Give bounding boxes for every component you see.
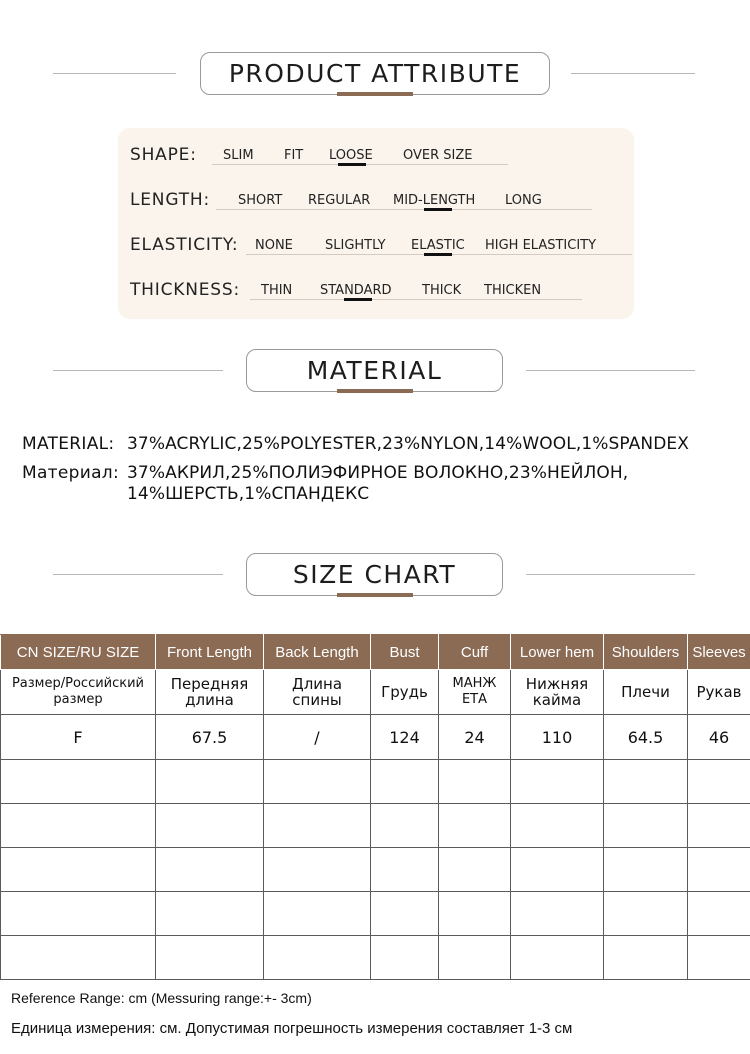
attribute-option: MID-LENGTH bbox=[393, 193, 476, 208]
attribute-option: OVER SIZE bbox=[403, 148, 473, 163]
table-cell-empty bbox=[371, 760, 439, 804]
ru-header-line: МАНЖ bbox=[452, 676, 497, 691]
selected-underline bbox=[344, 298, 372, 301]
table-cell-empty bbox=[1, 760, 156, 804]
ru-header-line: спины bbox=[292, 691, 342, 709]
selected-underline bbox=[424, 253, 452, 256]
ru-header-line: ЕТА bbox=[461, 692, 488, 707]
table-cell-empty bbox=[688, 760, 750, 804]
table-ru-header-row bbox=[1, 670, 750, 715]
ru-header-line: длина bbox=[185, 691, 234, 709]
table-ru-header-cell bbox=[439, 670, 511, 715]
attribute-option: SHORT bbox=[238, 193, 283, 208]
table-cell-empty bbox=[371, 892, 439, 936]
ru-header-line: Нижняя bbox=[525, 675, 589, 693]
table-cell-empty bbox=[511, 936, 604, 980]
table-cell-empty bbox=[511, 848, 604, 892]
table-row-empty bbox=[1, 760, 750, 804]
table-cell-empty bbox=[439, 848, 511, 892]
table-ru-header-cell bbox=[604, 670, 688, 715]
table-cell-empty bbox=[371, 804, 439, 848]
table-cell-empty bbox=[439, 804, 511, 848]
table-cell: 24 bbox=[439, 715, 511, 760]
table-cell-empty bbox=[156, 760, 264, 804]
attribute-option: HIGH ELASTICITY bbox=[485, 238, 597, 253]
attribute-option: NONE bbox=[255, 238, 293, 253]
material-label-ru: Материал: bbox=[22, 463, 119, 483]
attribute-row bbox=[130, 273, 630, 303]
attribute-option: ELASTIC bbox=[411, 238, 465, 253]
table-header-cell: Bust bbox=[371, 635, 439, 670]
material-value-ru-line2: 14%ШЕРСТЬ,1%СПАНДЕКС bbox=[127, 484, 370, 504]
table-row-empty bbox=[1, 804, 750, 848]
table-header-cell: Shoulders bbox=[604, 635, 688, 670]
ru-header-line: Рукав bbox=[696, 683, 742, 701]
table-ru-header-cell bbox=[688, 670, 750, 715]
title-accent-bar bbox=[337, 389, 413, 393]
table-cell-empty bbox=[1, 848, 156, 892]
table-cell-empty bbox=[604, 848, 688, 892]
table-cell-empty bbox=[264, 848, 371, 892]
table-cell-empty bbox=[604, 936, 688, 980]
table-ru-header-cell bbox=[1, 670, 156, 715]
table-cell-empty bbox=[604, 892, 688, 936]
attribute-label: ELASTICITY: bbox=[130, 235, 239, 255]
table-header-cell: Lower hem bbox=[511, 635, 604, 670]
title-accent-bar bbox=[337, 92, 413, 96]
attribute-option: THICK bbox=[422, 283, 462, 298]
ru-header-line: Длина bbox=[291, 675, 343, 693]
table-cell-empty bbox=[688, 892, 750, 936]
ru-header-line: размер bbox=[53, 692, 103, 707]
material-label-en: MATERIAL: bbox=[22, 434, 115, 454]
ru-header-line: Размер/Российский bbox=[11, 676, 145, 691]
table-ru-header-cell bbox=[371, 670, 439, 715]
table-cell-empty bbox=[264, 804, 371, 848]
table-cell-empty bbox=[264, 936, 371, 980]
material-value-en: 37%ACRYLIC,25%POLYESTER,23%NYLON,14%WOOL,1%SPANDEX bbox=[127, 434, 689, 454]
table-ru-header-cell bbox=[156, 670, 264, 715]
selected-underline bbox=[424, 208, 452, 211]
table-cell-empty bbox=[439, 936, 511, 980]
attribute-option: THIN bbox=[261, 283, 293, 298]
attribute-option: REGULAR bbox=[308, 193, 371, 208]
attribute-row bbox=[130, 138, 630, 168]
attribute-option: LOOSE bbox=[329, 148, 373, 163]
table-cell-empty bbox=[688, 848, 750, 892]
table-cell-empty bbox=[264, 760, 371, 804]
table-header-cell: Cuff bbox=[439, 635, 511, 670]
table-cell-empty bbox=[511, 804, 604, 848]
table-cell-empty bbox=[604, 760, 688, 804]
selected-underline bbox=[338, 163, 366, 166]
table-ru-header-cell bbox=[264, 670, 371, 715]
table-cell: 124 bbox=[371, 715, 439, 760]
ru-header-line: Плечи bbox=[621, 683, 670, 701]
table-row-empty bbox=[1, 892, 750, 936]
attribute-option: FIT bbox=[284, 148, 304, 163]
attribute-baseline bbox=[250, 299, 582, 300]
attribute-panel bbox=[118, 128, 634, 319]
attribute-label: SHAPE: bbox=[130, 145, 197, 165]
table-cell-empty bbox=[688, 936, 750, 980]
table-cell: F bbox=[1, 715, 156, 760]
attribute-option: SLIM bbox=[223, 148, 254, 163]
table-cell: 64.5 bbox=[604, 715, 688, 760]
table-ru-header-cell bbox=[511, 670, 604, 715]
table-header-row bbox=[1, 635, 750, 670]
divider-line bbox=[53, 370, 223, 371]
table-cell-empty bbox=[156, 848, 264, 892]
table-row bbox=[1, 715, 750, 760]
table-cell-empty bbox=[511, 892, 604, 936]
table-cell: 46 bbox=[688, 715, 750, 760]
divider-line bbox=[526, 370, 695, 371]
divider-line bbox=[53, 73, 176, 74]
table-cell-empty bbox=[156, 936, 264, 980]
ru-header-line: Грудь bbox=[381, 683, 428, 701]
size-chart-table bbox=[0, 634, 750, 980]
table-cell-empty bbox=[156, 804, 264, 848]
attribute-option: THICKEN bbox=[484, 283, 542, 298]
ru-header-line: кайма bbox=[532, 691, 582, 709]
table-header-cell: Sleeves bbox=[688, 635, 750, 670]
attribute-row bbox=[130, 183, 630, 213]
divider-line bbox=[526, 574, 695, 575]
attribute-option: SLIGHTLY bbox=[325, 238, 386, 253]
table-header-cell: Back Length bbox=[264, 635, 371, 670]
attribute-label: THICKNESS: bbox=[130, 280, 240, 300]
table-cell: 110 bbox=[511, 715, 604, 760]
material-value-ru-line1: 37%АКРИЛ,25%ПОЛИЭФИРНОЕ ВОЛОКНО,23%НЕЙЛОН, bbox=[127, 463, 629, 483]
table-row-empty bbox=[1, 936, 750, 980]
table-cell-empty bbox=[604, 804, 688, 848]
section-title-attribute: PRODUCT ATTRIBUTE bbox=[200, 52, 550, 95]
table-header-cell: Front Length bbox=[156, 635, 264, 670]
attribute-baseline bbox=[216, 209, 592, 210]
table-cell-empty bbox=[439, 892, 511, 936]
reference-note-ru: Единица измерения: см. Допустимая погрешность измерения составляет 1-3 см bbox=[11, 1020, 573, 1037]
section-title-size-chart: SIZE CHART bbox=[246, 553, 503, 596]
table-cell: 67.5 bbox=[156, 715, 264, 760]
table-row-empty bbox=[1, 848, 750, 892]
table-cell-empty bbox=[511, 760, 604, 804]
reference-note: Reference Range: cm (Messuring range:+- 3cm) bbox=[11, 990, 312, 1006]
attribute-option: LONG bbox=[505, 193, 542, 208]
table-cell-empty bbox=[1, 892, 156, 936]
table-cell-empty bbox=[264, 892, 371, 936]
attribute-row bbox=[130, 228, 630, 258]
title-accent-bar bbox=[337, 593, 413, 597]
attribute-label: LENGTH: bbox=[130, 190, 210, 210]
table-cell-empty bbox=[156, 892, 264, 936]
table-cell-empty bbox=[1, 936, 156, 980]
table-cell-empty bbox=[1, 804, 156, 848]
ru-header-line: Передняя bbox=[170, 675, 249, 693]
divider-line bbox=[571, 73, 695, 74]
table-header-cell: CN SIZE/RU SIZE bbox=[1, 635, 156, 670]
section-title-material: MATERIAL bbox=[246, 349, 503, 392]
table-cell-empty bbox=[688, 804, 750, 848]
table-cell-empty bbox=[371, 848, 439, 892]
table-cell-empty bbox=[371, 936, 439, 980]
attribute-option: STANDARD bbox=[320, 283, 392, 298]
table-cell-empty bbox=[439, 760, 511, 804]
table-cell: / bbox=[264, 715, 371, 760]
divider-line bbox=[53, 574, 223, 575]
